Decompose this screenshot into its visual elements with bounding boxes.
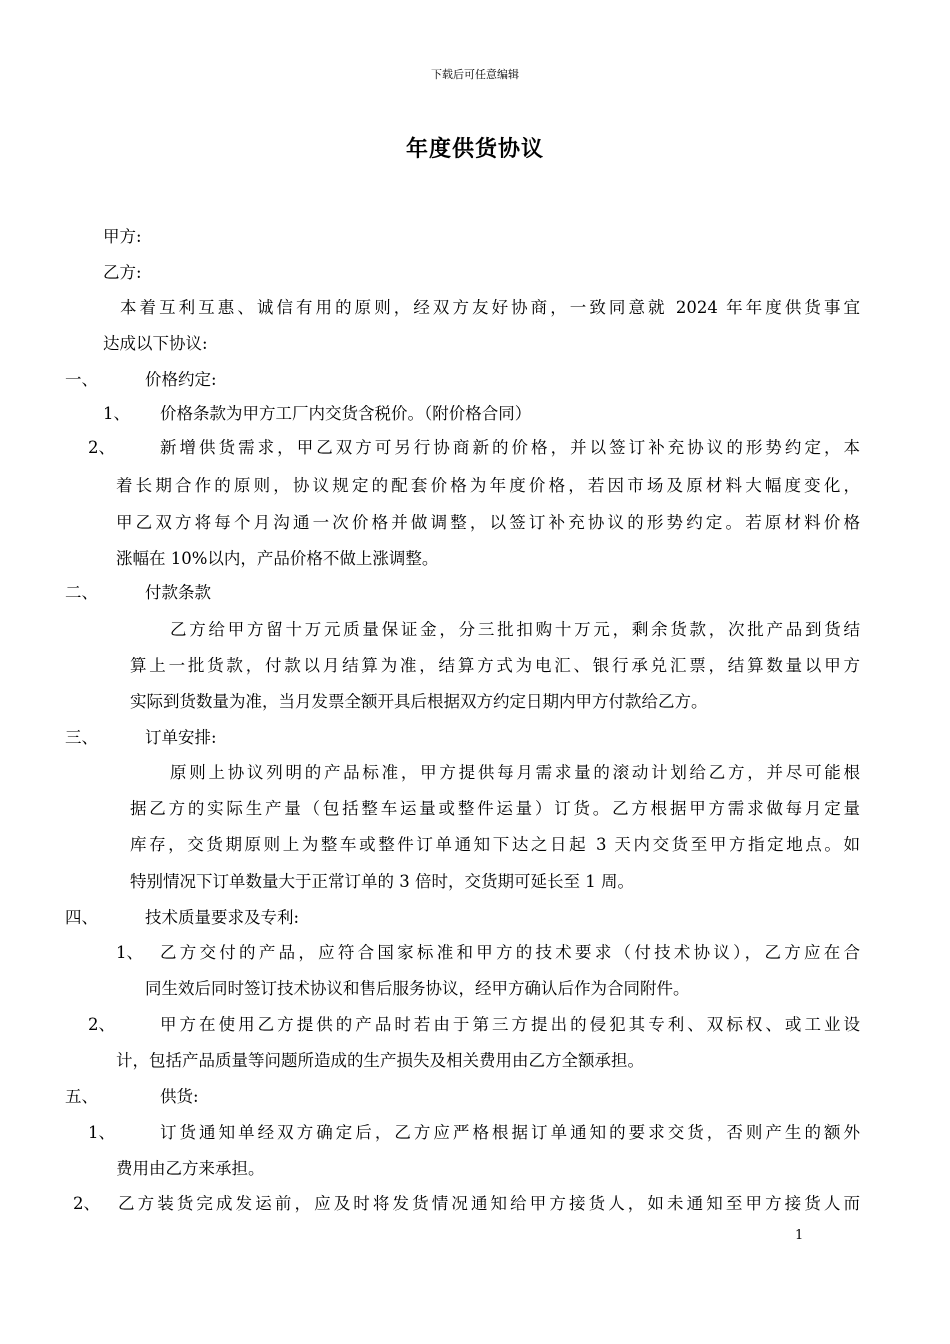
section-3-heading: 订单安排: bbox=[145, 728, 217, 747]
section-1-item-2-line-1: 新增供货需求，甲乙双方可另行协商新的价格，并以签订补充协议的形势约定，本 bbox=[160, 438, 860, 457]
party-a-label: 甲方: bbox=[103, 227, 142, 246]
section-5-heading: 供货: bbox=[160, 1087, 199, 1106]
section-5-item-2-number: 2、 bbox=[73, 1194, 100, 1213]
section-3-line-2: 据乙方的实际生产量（包括整车运量或整件运量）订货。乙方根据甲方需求做每月定量 bbox=[130, 799, 860, 818]
section-1-item-2-line-4: 涨幅在 10%以内，产品价格不做上涨调整。 bbox=[116, 549, 439, 568]
section-5-item-2-line-1: 乙方装货完成发运前，应及时将发货情况通知给甲方接货人，如未通知至甲方接货人而 bbox=[118, 1194, 860, 1213]
section-3-number: 三、 bbox=[65, 728, 98, 747]
section-4-item-2-line-1: 甲方在使用乙方提供的产品时若由于第三方提出的侵犯其专利、双标权、或工业设 bbox=[160, 1015, 860, 1034]
section-3-line-3: 库存，交货期原则上为整车或整件订单通知下达之日起 3 天内交货至甲方指定地点。如 bbox=[130, 835, 860, 854]
section-1-item-2-line-2: 着长期合作的原则，协议规定的配套价格为年度价格，若因市场及原材料大幅度变化， bbox=[116, 476, 860, 495]
section-5-item-1-line-1: 订货通知单经双方确定后，乙方应严格根据订单通知的要求交货，否则产生的额外 bbox=[160, 1123, 860, 1142]
section-5-item-1-line-2: 费用由乙方来承担。 bbox=[116, 1159, 265, 1178]
section-1-item-1-text: 价格条款为甲方工厂内交货含税价。（附价格合同） bbox=[160, 404, 532, 423]
section-1-item-2-line-3: 甲乙双方将每个月沟通一次价格并做调整，以签订补充协议的形势约定。若原材料价格 bbox=[116, 513, 860, 532]
section-4-item-1-number: 1、 bbox=[116, 943, 143, 962]
section-3-line-1: 原则上协议列明的产品标准，甲方提供每月需求量的滚动计划给乙方，并尽可能根 bbox=[170, 763, 860, 782]
intro-line-1: 本着互利互惠、诚信有用的原则，经双方友好协商，一致同意就 2024 年年度供货事宜 bbox=[120, 298, 860, 317]
header-note: 下载后可任意编辑 bbox=[431, 68, 519, 81]
section-5-item-1-number: 1、 bbox=[88, 1123, 115, 1142]
section-3-line-4: 特别情况下订单数量大于正常订单的 3 倍时，交货期可延长至 1 周。 bbox=[130, 872, 634, 891]
section-4-item-2-number: 2、 bbox=[88, 1015, 115, 1034]
section-2-line-2: 算上一批货款，付款以月结算为准，结算方式为电汇、银行承兑汇票，结算数量以甲方 bbox=[130, 656, 860, 675]
section-4-number: 四、 bbox=[65, 908, 98, 927]
intro-line-2: 达成以下协议: bbox=[103, 334, 208, 353]
section-4-item-2-line-2: 计，包括产品质量等问题所造成的生产损失及相关费用由乙方全额承担。 bbox=[116, 1051, 644, 1070]
section-4-item-1-line-1: 乙方交付的产品，应符合国家标准和甲方的技术要求（付技术协议），乙方应在合 bbox=[160, 943, 860, 962]
section-1-item-1-number: 1、 bbox=[103, 404, 130, 423]
section-5-number: 五、 bbox=[65, 1087, 98, 1106]
section-1-heading: 价格约定: bbox=[145, 370, 217, 389]
section-1-item-2-number: 2、 bbox=[88, 438, 115, 457]
section-2-heading: 付款条款 bbox=[145, 583, 211, 602]
party-b-label: 乙方: bbox=[103, 263, 142, 282]
section-4-item-1-line-2: 同生效后同时签订技术协议和售后服务协议，经甲方确认后作为合同附件。 bbox=[145, 979, 690, 998]
section-2-line-3: 实际到货数量为准，当月发票全额开具后根据双方约定日期内甲方付款给乙方。 bbox=[130, 692, 708, 711]
section-1-number: 一、 bbox=[65, 370, 98, 389]
section-4-heading: 技术质量要求及专利: bbox=[145, 908, 300, 927]
section-2-line-1: 乙方给甲方留十万元质量保证金，分三批扣购十万元，剩余货款，次批产品到货结 bbox=[170, 620, 860, 639]
page-number: 1 bbox=[795, 1228, 804, 1243]
document-title: 年度供货协议 bbox=[405, 136, 544, 162]
section-2-number: 二、 bbox=[65, 583, 98, 602]
